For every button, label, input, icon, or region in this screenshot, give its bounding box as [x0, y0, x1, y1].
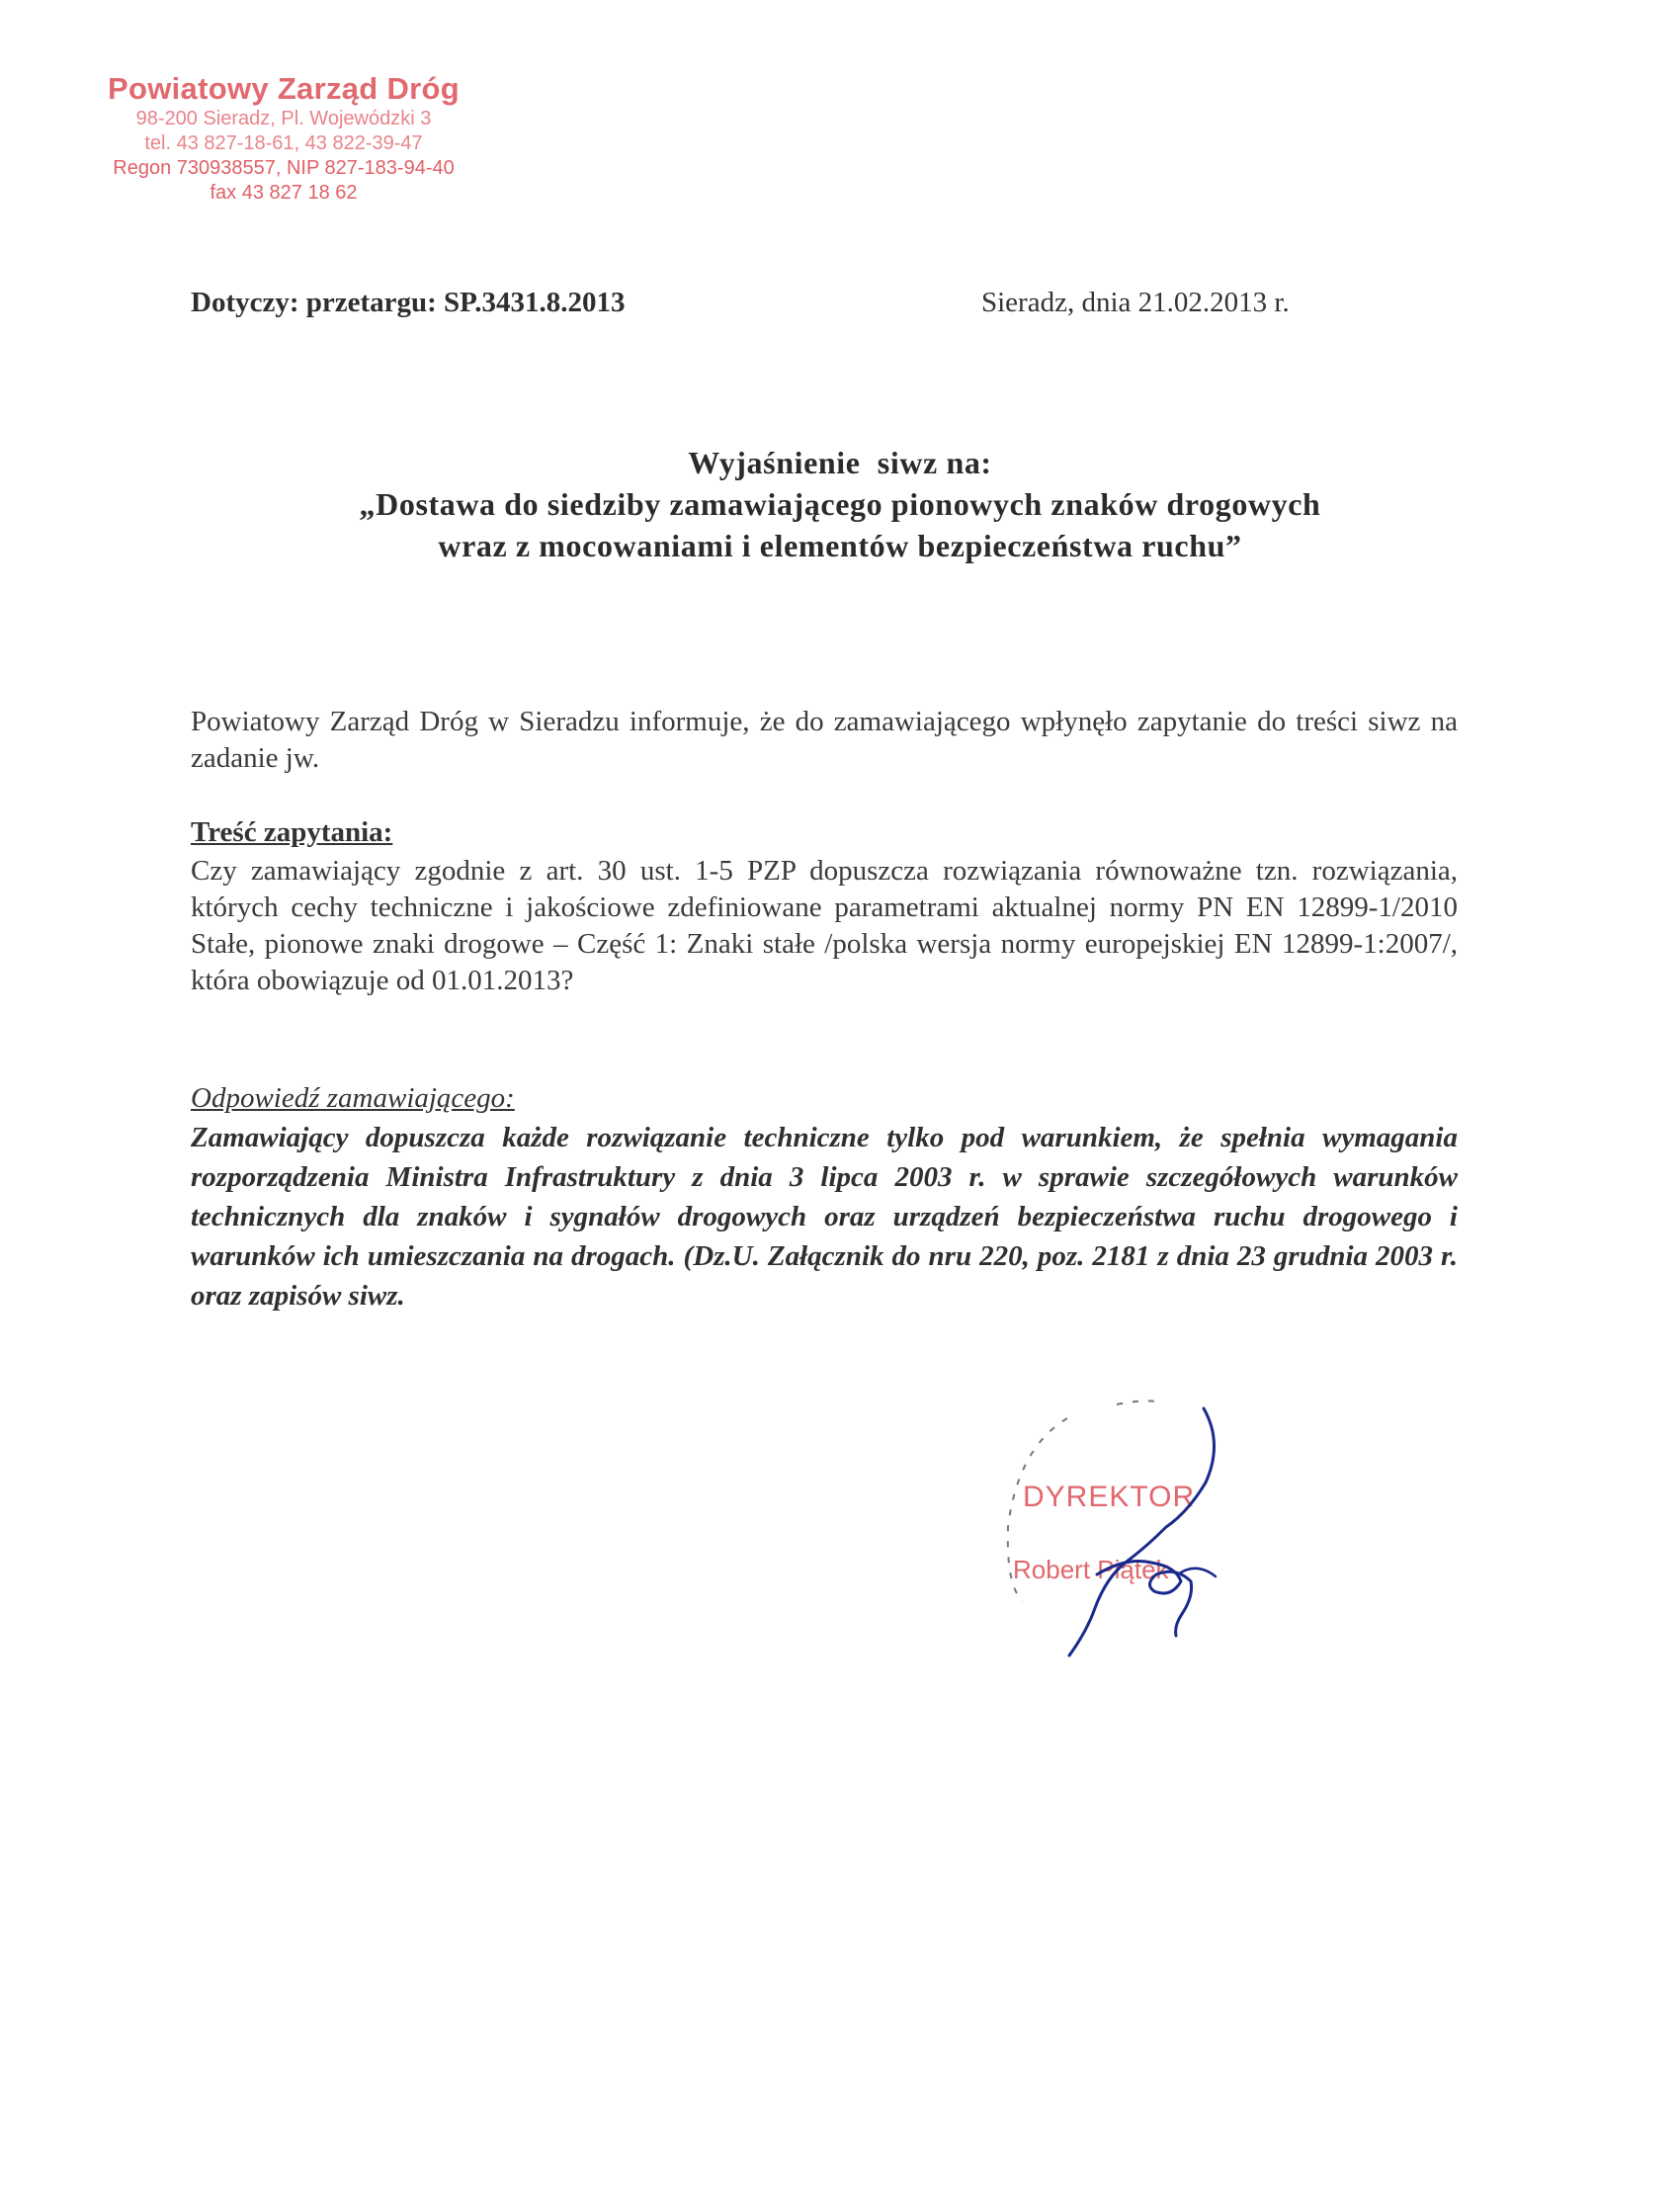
question-text: Czy zamawiający zgodnie z art. 30 ust. 1-5 PZP dopuszcza rozwiązania równoważne tzn. rozwiązania, których cechy techniczne i jakościowe zdefiniowane parametrami aktualnej normy PN EN 12899-1/2010 Stałe, pionowe znaki drogowe – Część 1: Znaki stałe /polska wersja normy europejskiej EN 12899-1:2007/, która obowiązuje od 01.01.2013? [191, 855, 1458, 996]
document-date: Sieradz, dnia 21.02.2013 r. [981, 287, 1290, 318]
document-title [188, 442, 1492, 566]
stamp-organization-name: Powiatowy Zarząd Dróg [108, 71, 460, 106]
stamp-regon-nip: Regon 730938557, NIP 827-183-94-40 [113, 157, 455, 179]
answer-label: Odpowiedź zamawiającego: [191, 1082, 515, 1114]
answer-text: Zamawiający dopuszcza każde rozwiązanie techniczne tylko pod warunkiem, że spełnia wymagania rozporządzenia Ministra Infrastruktury z dnia 3 lipca 2003 r. w sprawie szczegółowych warunków technicznych dla znaków i sygnałów drogowych oraz urządzeń bezpieczeństwa ruchu drogowego i warunków ich umieszczania na drogach. (Dz.U. Załącznik do nru 220, poz. 2181 z dnia 23 grudnia 2003 r. oraz zapisów siwz. [191, 1122, 1458, 1312]
stamp-fax: fax 43 827 18 62 [210, 182, 358, 204]
signature-stamp [978, 1389, 1265, 1685]
organization-stamp [91, 71, 476, 206]
title-line-2: „Dostawa do siedziby zamawiającego pionowych znaków drogowych [359, 486, 1321, 522]
intro-paragraph: Powiatowy Zarząd Dróg w Sieradzu informuje, że do zamawiającego wpłynęło zapytanie do treści siwz na zadanie jw. [191, 706, 1458, 774]
stamp-position: DYREKTOR [1023, 1481, 1196, 1513]
title-line-3: wraz z mocowaniami i elementów bezpieczeństwa ruchu” [438, 528, 1242, 563]
tender-reference: Dotyczy: przetargu: SP.3431.8.2013 [191, 287, 626, 318]
stamp-person-name: Robert Piątek [1013, 1555, 1169, 1584]
handwritten-signature-icon [978, 1389, 1265, 1685]
question-label: Treść zapytania: [191, 816, 393, 848]
stamp-address: 98-200 Sieradz, Pl. Wojewódzki 3 [135, 108, 432, 129]
stamp-phone: tel. 43 827-18-61, 43 822-39-47 [144, 132, 423, 154]
title-line-1: Wyjaśnienie siwz na: [688, 445, 992, 480]
